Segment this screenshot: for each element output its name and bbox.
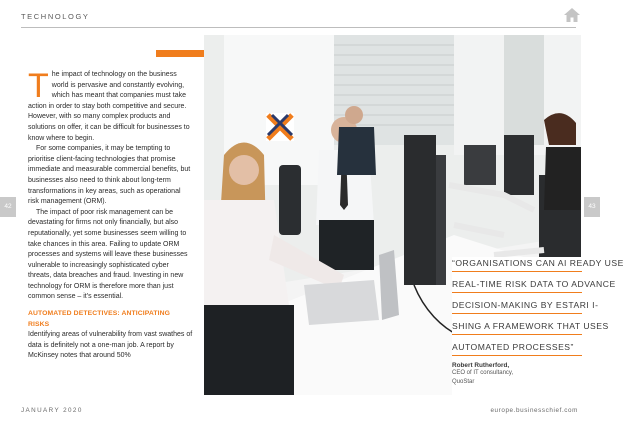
website-link[interactable]: europe.businesschief.com bbox=[490, 407, 578, 414]
quote-line: SHING A FRAMEWORK THAT USES bbox=[452, 320, 582, 335]
quote-author-company: QuoStar bbox=[452, 378, 475, 385]
issue-date: JANUARY 2020 bbox=[21, 407, 83, 414]
paragraph-3: The impact of poor risk management can be devastating for firms not only financially, but also reputationally, yet some businesses seem willing to take chances in this area. Failing to update ORM processes and systems will leave these businesses vulnerable to increasingly sophisticated cyber threats, data breaches and fraud. Investing in new technology for ORM is therefore more than just common sense – it's essential. bbox=[28, 208, 188, 301]
pull-quote bbox=[452, 257, 624, 395]
header-divider bbox=[21, 27, 576, 28]
paragraph-1 bbox=[28, 67, 193, 144]
paragraph-2: For some companies, it may be tempting to prioritise client-facing technologies that promise immediate and measurable commercial benefits, but businesses also need to think about long-term transformations in key areas, such as operational risk management (ORM). bbox=[28, 145, 191, 206]
quote-line: REAL-TIME RISK DATA TO ADVANCE bbox=[452, 278, 582, 293]
article-body bbox=[28, 67, 193, 362]
quote-author: Robert Rutherford, bbox=[452, 362, 510, 369]
paragraph-1-text: he impact of technology on the business world is pervasive and constantly evolving, which has meant that companies must take action in order to stay both competitive and secure. However, with so many complex products and solutions on offer, it can be difficult for businesses to know where to begin. bbox=[28, 71, 190, 142]
subheading: AUTOMATED DETECTIVES: ANTICIPATING RISKS bbox=[28, 310, 170, 328]
page-number-left: 42 bbox=[0, 197, 16, 217]
quote-line: “ORGANISATIONS CAN AI READY USE bbox=[452, 257, 582, 272]
page-number-right: 43 bbox=[584, 197, 600, 217]
quote-line: AUTOMATED PROCESSES” bbox=[452, 341, 582, 356]
home-icon[interactable] bbox=[564, 8, 580, 22]
drop-cap: T bbox=[28, 67, 49, 105]
quote-author-role: CEO of IT consultancy, bbox=[452, 370, 514, 376]
section-label: TECHNOLOGY bbox=[21, 12, 90, 21]
paragraph-4: Identifying areas of vulnerability from vast swathes of data is definitely not a one-man job. A report by McKinsey notes that around 50% bbox=[28, 331, 193, 360]
quote-line: DECISION-MAKING BY ESTARI I- bbox=[452, 299, 582, 314]
